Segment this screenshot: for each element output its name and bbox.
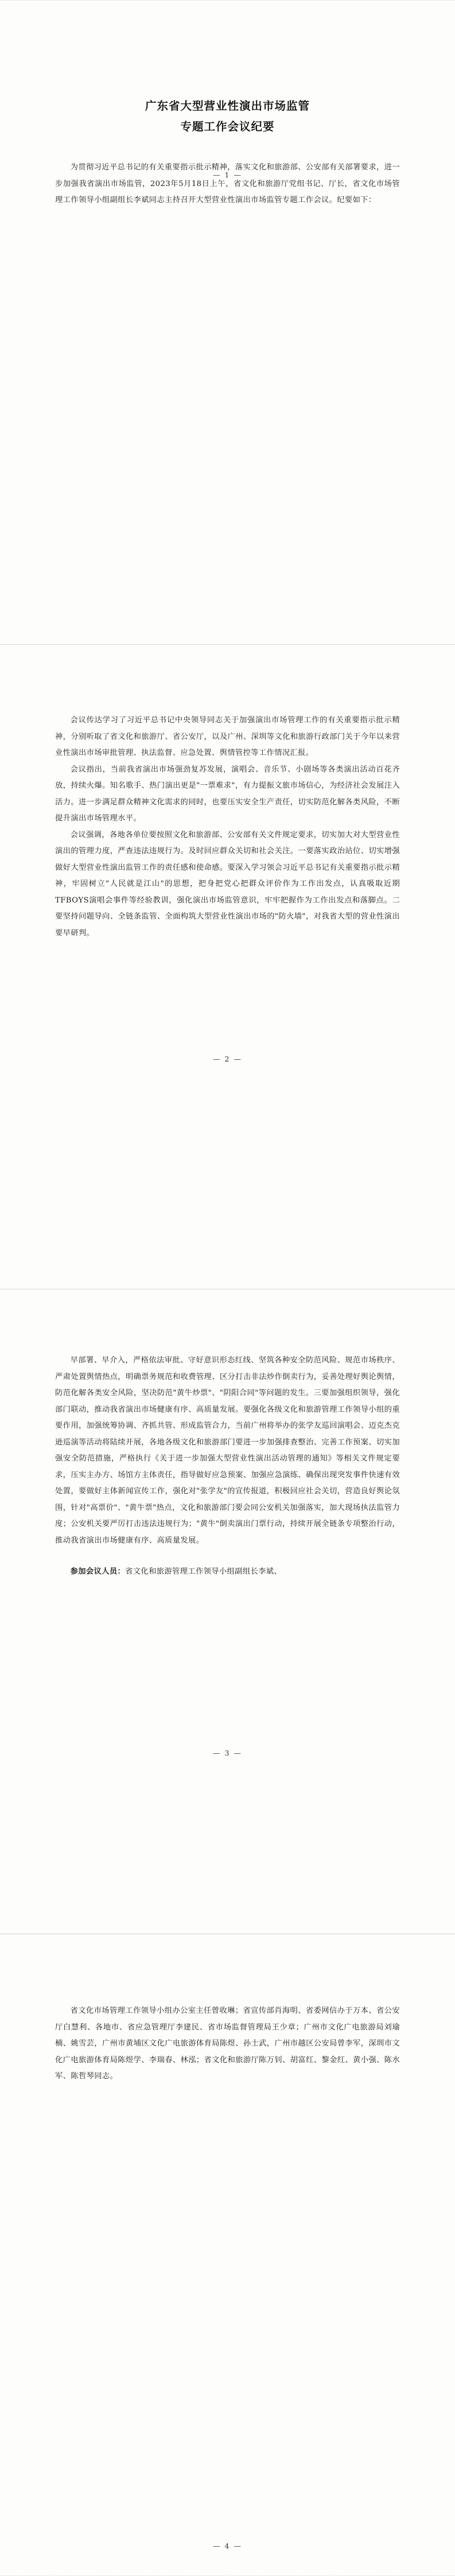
paragraph: 会议强调，各地各单位要按照文化和旅游部、公安部有关文件规定要求，切实加大对大型营业性演出的管理力度，严查违法违规行为。及时回应群众关切和社会关注。一要落实政治站位、切实增强做好大型营业性演出监管工作的责任感和使命感。要深入学习领会习近平总书记有关重要指示批示精神，牢固树立"人民就是江山"的思想，把身把党心把群众评价作为工作出发点，认真吸取近期TFBOYS演唱会事件等经验教训，强化演出市场监管意识，牢牢把握作为工作出发点和落脚点。二要坚持问题导向、全链条监管、全面构筑大型营业性演出市场的"防火墙"，对我省大型的营业性演出要早研判。 [55, 830, 400, 938]
document-page-1 [0, 0, 455, 644]
document-title-line-2 [55, 117, 400, 137]
paragraph: 会议指出，当前我省演出市场强劲复苏发展，演唱会、音乐节、小剧场等各类演出活动百花齐放，持续火爆。知名歌手、热门演出更是"一票难求"，有力提振文旅市场信心，为经济社会发展注入活力。进一步满足群众精神文化需求的同时，也要压实安全生产责任，切实防范化解各类风险，不断提升演出市场管理水平。 [55, 765, 400, 823]
document-page-2 [0, 645, 455, 1289]
page-number-3: — 3 — [213, 1749, 242, 1757]
paragraph: 会议传达学习了习近平总书记中央领导同志关于加强演出市场管理工作的有关重要指示批示精神，分别听取了省文化和旅游厅、省公安厅，以及广州、深圳等文化和旅游行政部门关于今年以来营业性演出市场审批管理、执法监督、应急处置、舆情管控等工作情况汇报。 [55, 716, 400, 757]
page-number-4: — 4 — [213, 2542, 242, 2550]
page-2-content [0, 645, 455, 942]
paragraph-gap [55, 1549, 400, 1564]
title-text-1: 广东省大型营业性演出市场监管 [145, 99, 310, 113]
page-3-content [0, 1289, 455, 1581]
paragraph: 早部署、早介入，严格依法审批、守好意识形态红线、坚筑各种安全防范风险、规范市场秩序、严肃处置舆情热点，明确票务规范和收费管理、区分打击非法炒作倒卖行为，妥善处理好舆论舆情，防范化解各类安全风险，坚决防范"黄牛炒票"、"阴阳合同"等问题的发生。三要加强组织领导，强化部门联动，推动我省演出市场健康有序、高质量发展。要强化各级文化和旅游管理工作领导小组的重要作用，加强统筹协调、齐抓共管、形成监管合力，当前广州将举办的张学友巡回演唱会、迈克杰克逊巡演等活动将陆续开展，各地各级文化和旅游部门要进一步加强排查整治、完善工作预案、切实加强安全防范措施，严格执行《关于进一步加强大型营业性演出活动管理的通知》等相关文件规定要求，压实主办方、场馆方主体责任，指导做好应急预案、加强应急演练、确保出现突发事件快速有效处置，要做好主体新闻宣传工作，强化对"张学友"的宣传报道，积极回应社会关切，营造良好舆论氛围，针对"高票价"、"黄牛票"热点，文化和旅游部门要会同公安机关加强落实，加大现场执法监管力度；公安机关要严厉打击违法违规行为；"黄牛"倒卖演出门票行动，持续开展全链条专项整治行动，推动我省演出市场健康有序、高质量发展。 [55, 1356, 400, 1545]
document-page-4 [0, 1934, 455, 2576]
document-title-line-1 [55, 96, 400, 116]
participants-line [55, 1564, 400, 1581]
page-number-1: — 1 — [213, 171, 242, 179]
paragraph: 省文化市场管理工作领导小组办公室主任曾收琳；省宣传部肖海明、省委网信办于万本、省公安厅白慧利、各地市、省应急管理厅李建民、省市场监督管理局王少章；广州市文化广电旅游局刘瑜楠、姚雪芸，广州市黄埔区文化广电旅游体育局陈煜、孙士武，广州市越区公安局曾李军，深圳市文化广电旅游体育局陈煜学、李瑞春、林泓；省文化和旅游厅陈万钊、胡富红、黎金红、黄小强、陈水军、陈哲琴同志。 [55, 2006, 400, 2081]
page-number-2: — 2 — [213, 1055, 242, 1063]
title-body-gap [55, 137, 400, 160]
document-page-3 [0, 1289, 455, 1934]
participants-text: 省文化和旅游管理工作领导小组副组长李斌、 [125, 1567, 282, 1576]
title-text-2: 专题工作会议纪要 [180, 120, 275, 133]
participants-label: 参加会议人员： [70, 1567, 126, 1576]
page-edge-shadow-top [0, 0, 455, 1]
page-4-content [0, 1934, 455, 2085]
paragraph: 为贯彻习近平总书记的有关重要指示批示精神，落实文化和旅游部、公安部有关部署要求，进一步加强我省演出市场监管，2023年5月18日上午，省文化和旅游厅党组书记、厅长，省文化市场管理工作领导小组副组长李斌同志主持召开大型营业性演出市场监管专题工作会议。纪要如下： [55, 163, 400, 204]
